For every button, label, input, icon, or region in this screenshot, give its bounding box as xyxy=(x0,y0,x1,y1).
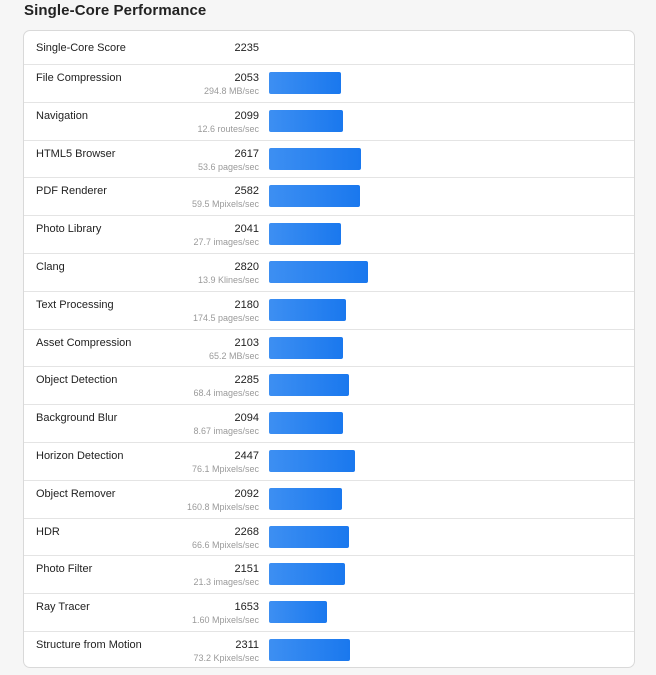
benchmark-row xyxy=(24,556,634,594)
benchmark-score: 2053 xyxy=(234,72,259,84)
benchmark-row xyxy=(24,292,634,330)
benchmark-score: 2092 xyxy=(234,487,259,500)
score-bar xyxy=(269,412,343,434)
benchmark-name: HDR xyxy=(36,525,60,538)
benchmark-name: Horizon Detection xyxy=(36,449,124,462)
benchmark-throughput: 27.7 images/sec xyxy=(193,237,259,248)
benchmark-score: 2582 xyxy=(234,185,259,198)
benchmark-score: 2180 xyxy=(234,298,259,311)
benchmark-score: 2268 xyxy=(234,525,259,538)
benchmark-score: 2285 xyxy=(234,374,259,387)
benchmark-row xyxy=(24,443,634,481)
score-label: Single-Core Score xyxy=(36,42,126,54)
benchmark-score: 2151 xyxy=(234,563,259,576)
benchmark-throughput: 13.9 Klines/sec xyxy=(197,274,259,285)
benchmark-name: Object Detection xyxy=(36,374,118,387)
benchmark-throughput: 294.8 MB/sec xyxy=(203,86,259,96)
benchmark-row xyxy=(24,103,634,141)
benchmark-row xyxy=(24,594,634,632)
benchmark-score: 2447 xyxy=(234,449,259,462)
score-bar xyxy=(269,299,346,321)
benchmark-row xyxy=(24,632,634,668)
benchmark-throughput: 21.3 images/sec xyxy=(193,577,259,588)
section-title: Single-Core Performance xyxy=(24,2,207,19)
benchmark-name: Structure from Motion xyxy=(36,638,142,651)
score-bar xyxy=(269,374,349,396)
benchmark-name: Photo Filter xyxy=(36,563,93,576)
score-bar xyxy=(269,185,360,207)
score-bar xyxy=(269,261,368,283)
score-bar xyxy=(269,450,355,472)
benchmark-row xyxy=(24,141,634,179)
benchmark-name: File Compression xyxy=(36,72,122,84)
benchmark-row xyxy=(24,65,634,103)
benchmark-name: Navigation xyxy=(36,109,88,122)
benchmark-throughput: 8.67 images/sec xyxy=(193,426,259,437)
score-bar xyxy=(269,337,343,359)
benchmark-score: 1653 xyxy=(234,601,259,614)
benchmark-throughput: 65.2 MB/sec xyxy=(208,350,259,361)
benchmark-row xyxy=(24,178,634,216)
benchmark-name: Background Blur xyxy=(36,412,118,425)
benchmark-throughput: 73.2 Kpixels/sec xyxy=(193,652,259,663)
benchmark-name: Photo Library xyxy=(36,223,102,236)
benchmark-score: 2820 xyxy=(234,260,259,273)
score-bar xyxy=(269,72,341,94)
benchmark-score: 2103 xyxy=(234,336,259,349)
score-bar xyxy=(269,563,345,585)
benchmark-name: PDF Renderer xyxy=(36,185,107,198)
benchmark-score: 2094 xyxy=(234,412,259,425)
benchmark-row xyxy=(24,216,634,254)
benchmark-throughput: 53.6 pages/sec xyxy=(197,161,259,172)
score-bar xyxy=(269,526,349,548)
score-bar xyxy=(269,223,341,245)
benchmark-row xyxy=(24,519,634,557)
benchmark-throughput: 76.1 Mpixels/sec xyxy=(191,463,259,474)
score-bar xyxy=(269,639,350,661)
benchmark-row xyxy=(24,405,634,443)
benchmark-name: Ray Tracer xyxy=(36,601,90,614)
benchmark-name: HTML5 Browser xyxy=(36,147,116,160)
benchmark-throughput: 160.8 Mpixels/sec xyxy=(186,501,259,512)
single-core-score-row xyxy=(24,31,634,65)
benchmark-score: 2617 xyxy=(234,147,259,160)
score-bar xyxy=(269,110,343,132)
benchmark-score: 2099 xyxy=(234,109,259,122)
score-bar xyxy=(269,148,361,170)
score-value: 2235 xyxy=(234,42,259,54)
benchmark-throughput: 1.60 Mpixels/sec xyxy=(191,615,259,626)
benchmark-throughput: 66.6 Mpixels/sec xyxy=(191,539,259,550)
benchmark-throughput: 174.5 pages/sec xyxy=(192,312,259,323)
benchmark-throughput: 59.5 Mpixels/sec xyxy=(191,199,259,210)
benchmark-name: Text Processing xyxy=(36,298,114,311)
benchmark-name: Object Remover xyxy=(36,487,116,500)
score-bar xyxy=(269,601,327,623)
benchmark-throughput: 68.4 images/sec xyxy=(193,388,259,399)
benchmark-score: 2311 xyxy=(235,638,259,651)
benchmark-name: Clang xyxy=(36,260,65,273)
results-table xyxy=(23,30,635,668)
benchmark-row xyxy=(24,367,634,405)
benchmark-row xyxy=(24,481,634,519)
benchmark-score: 2041 xyxy=(234,223,259,236)
score-bar xyxy=(269,488,342,510)
benchmark-name: Asset Compression xyxy=(36,336,132,349)
benchmark-row xyxy=(24,330,634,368)
benchmark-row xyxy=(24,254,634,292)
benchmark-throughput: 12.6 routes/sec xyxy=(197,123,259,134)
